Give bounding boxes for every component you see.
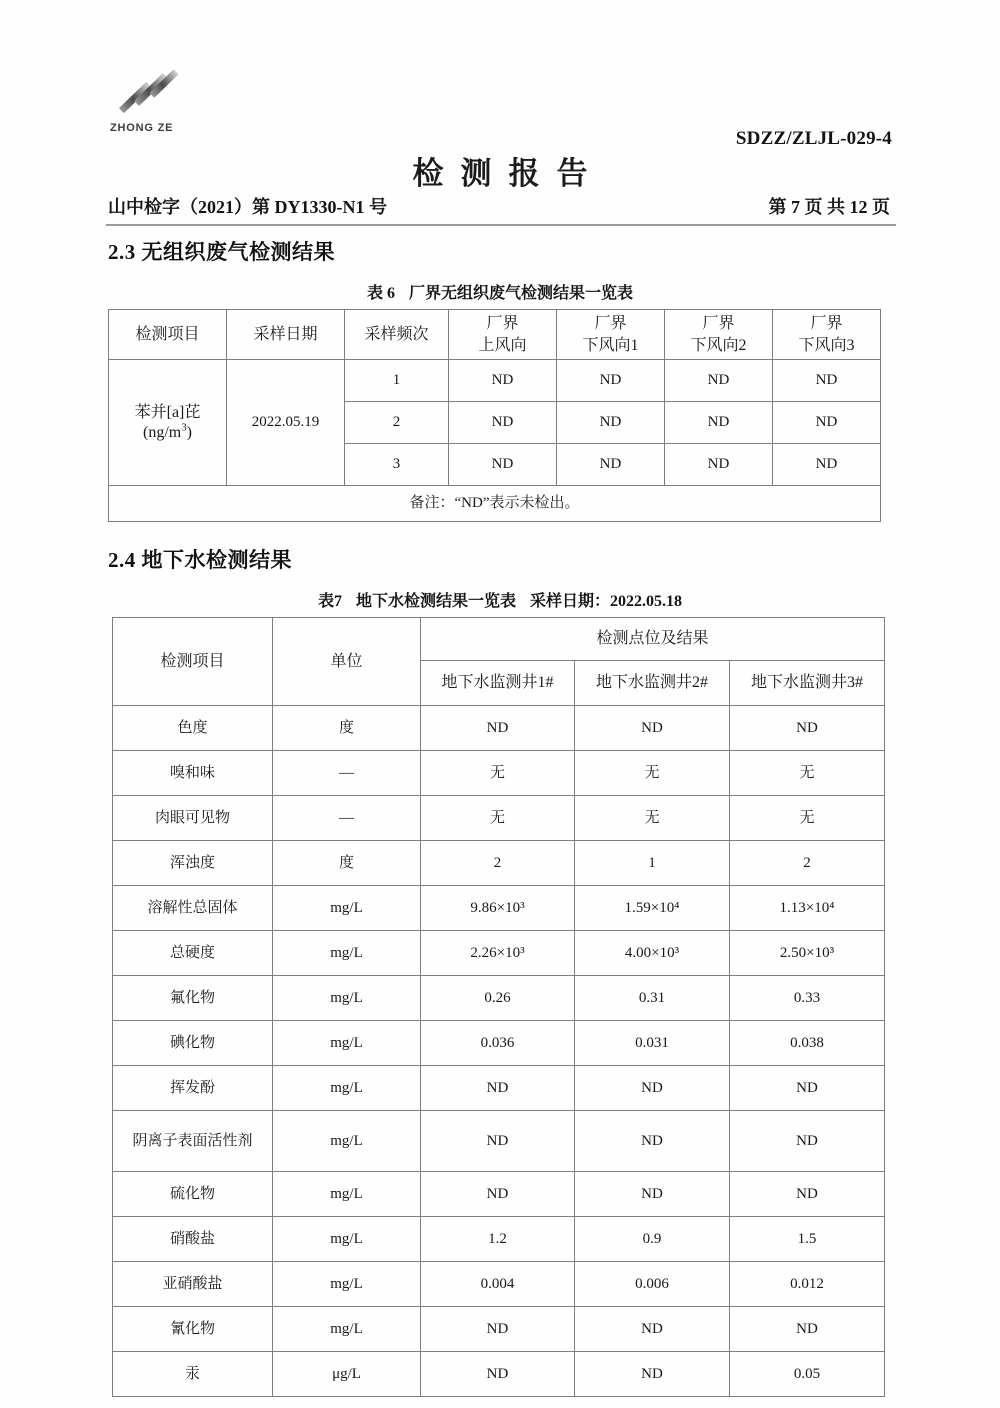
th-sample-date: 采样日期 — [227, 310, 345, 360]
logo-wordmark: ZHONG ZE — [110, 122, 174, 134]
cell-well-3: 无 — [730, 796, 885, 841]
cell-upwind: ND — [449, 402, 557, 444]
cell-item-name: 氟化物 — [113, 976, 273, 1021]
cell-item-name: 浑浊度 — [113, 841, 273, 886]
cell-downwind-3: ND — [773, 444, 881, 486]
cell-well-1: 1.2 — [421, 1217, 575, 1262]
table-row — [113, 841, 885, 886]
table6-header-row — [109, 310, 881, 360]
th-well-1: 地下水监测井1# — [421, 661, 575, 706]
cell-unit: mg/L — [273, 886, 421, 931]
page-indicator: 第 7 页 共 12 页 — [768, 197, 890, 217]
cell-unit: — — [273, 796, 421, 841]
th-well-2: 地下水监测井2# — [575, 661, 730, 706]
cell-upwind: ND — [449, 360, 557, 402]
cell-well-2: ND — [575, 1307, 730, 1352]
cell-well-1: ND — [421, 1172, 575, 1217]
cell-well-1: 2.26×10³ — [421, 931, 575, 976]
cell-well-3: 2.50×10³ — [730, 931, 885, 976]
cell-well-1: 0.036 — [421, 1021, 575, 1066]
table-row — [113, 1352, 885, 1397]
cell-item-name: 碘化物 — [113, 1021, 273, 1066]
cell-unit: 度 — [273, 841, 421, 886]
table-row — [113, 1111, 885, 1172]
cell-unit: mg/L — [273, 1262, 421, 1307]
header-divider — [106, 224, 896, 226]
cell-well-2: 无 — [575, 751, 730, 796]
table-unorganized-exhaust — [108, 309, 881, 522]
cell-well-3: 0.05 — [730, 1352, 885, 1397]
cell-item-name: 苯并[a]芘 $(ng/m^3)$ — [109, 360, 227, 486]
cell-well-1: ND — [421, 1307, 575, 1352]
cell-well-3: 1.13×10⁴ — [730, 886, 885, 931]
cell-well-3: ND — [730, 1111, 885, 1172]
cell-unit: mg/L — [273, 1066, 421, 1111]
table6-caption-number: 表 6 — [366, 285, 395, 302]
cell-well-1: ND — [421, 1352, 575, 1397]
cell-item-name: 溶解性总固体 — [113, 886, 273, 931]
cell-well-2: ND — [575, 1172, 730, 1217]
cell-item-name: 肉眼可见物 — [113, 796, 273, 841]
table-row — [113, 1262, 885, 1307]
cell-well-2: ND — [575, 1352, 730, 1397]
document-header — [108, 60, 892, 217]
cell-well-3: 1.5 — [730, 1217, 885, 1262]
cell-sample-date: 2022.05.19 — [227, 360, 345, 486]
table-row — [113, 1217, 885, 1262]
cell-item-name: 亚硝酸盐 — [113, 1262, 273, 1307]
cell-downwind-2: ND — [665, 360, 773, 402]
table7-header-row-1 — [113, 618, 885, 661]
cell-well-2: 4.00×10³ — [575, 931, 730, 976]
cell-well-3: 无 — [730, 751, 885, 796]
table6-note: 备注：“ND”表示未检出。 — [109, 486, 881, 522]
cell-downwind-3: ND — [773, 360, 881, 402]
table7-caption — [108, 588, 892, 611]
cell-item-name: 色度 — [113, 706, 273, 751]
table7-caption-title: 地下水检测结果一览表 — [355, 593, 516, 610]
cell-downwind-3: ND — [773, 402, 881, 444]
cell-well-3: ND — [730, 1307, 885, 1352]
th-boundary-upwind: 厂界 上风向 — [449, 310, 557, 360]
cell-unit: mg/L — [273, 931, 421, 976]
th-item: 检测项目 — [113, 618, 273, 706]
cell-well-1: ND — [421, 706, 575, 751]
cell-item-name: 硫化物 — [113, 1172, 273, 1217]
cell-item-name: 总硬度 — [113, 931, 273, 976]
th-sample-frequency: 采样频次 — [345, 310, 449, 360]
cell-unit: 度 — [273, 706, 421, 751]
cell-well-2: ND — [575, 706, 730, 751]
th-boundary-downwind-3: 厂界 下风向3 — [773, 310, 881, 360]
table-groundwater-results — [112, 617, 885, 1397]
table-row — [113, 751, 885, 796]
cell-unit: mg/L — [273, 1021, 421, 1066]
cell-unit: mg/L — [273, 1307, 421, 1352]
cell-unit: mg/L — [273, 1217, 421, 1262]
document-code: SDZZ/ZLJL-029-4 — [735, 128, 892, 149]
cell-well-3: 0.33 — [730, 976, 885, 1021]
cell-well-2: 0.31 — [575, 976, 730, 1021]
page-title: 检测报告 — [412, 156, 605, 191]
cell-frequency: 1 — [345, 360, 449, 402]
cell-unit: mg/L — [273, 976, 421, 1021]
th-points-group: 检测点位及结果 — [421, 618, 885, 661]
cell-item-name: 汞 — [113, 1352, 273, 1397]
cell-well-3: 0.038 — [730, 1021, 885, 1066]
table-row — [113, 796, 885, 841]
cell-well-1: 2 — [421, 841, 575, 886]
cell-item-name: 氰化物 — [113, 1307, 273, 1352]
th-well-3: 地下水监测井3# — [730, 661, 885, 706]
cell-well-1: 0.26 — [421, 976, 575, 1021]
cell-well-3: 0.012 — [730, 1262, 885, 1307]
table-row — [113, 1307, 885, 1352]
cell-well-3: ND — [730, 706, 885, 751]
cell-well-1: 0.004 — [421, 1262, 575, 1307]
cell-well-1: ND — [421, 1066, 575, 1111]
cell-downwind-2: ND — [665, 444, 773, 486]
cell-well-3: ND — [730, 1066, 885, 1111]
cell-well-1: 9.86×10³ — [421, 886, 575, 931]
table-row — [113, 706, 885, 751]
cell-unit: — — [273, 751, 421, 796]
company-logo — [108, 68, 218, 148]
table6-note-row — [109, 486, 881, 522]
logo-strokes-icon — [114, 68, 194, 120]
cell-unit: mg/L — [273, 1172, 421, 1217]
cell-well-2: 0.9 — [575, 1217, 730, 1262]
section-heading-2-3: 2.3 无组织废气检测结果 — [108, 240, 335, 264]
cell-item-name: 硝酸盐 — [113, 1217, 273, 1262]
cell-well-2: 0.006 — [575, 1262, 730, 1307]
cell-item-name: 嗅和味 — [113, 751, 273, 796]
cell-well-2: 1 — [575, 841, 730, 886]
cell-unit: mg/L — [273, 1111, 421, 1172]
table-row — [113, 976, 885, 1021]
cell-frequency: 2 — [345, 402, 449, 444]
cell-downwind-1: ND — [557, 360, 665, 402]
cell-well-2: 无 — [575, 796, 730, 841]
cell-well-2: ND — [575, 1066, 730, 1111]
cell-downwind-1: ND — [557, 402, 665, 444]
report-number: 山中检字（2021）第 DY1330-N1 号 — [108, 197, 387, 217]
th-boundary-downwind-1: 厂界 下风向1 — [557, 310, 665, 360]
cell-upwind: ND — [449, 444, 557, 486]
table-row — [113, 1172, 885, 1217]
table-row — [113, 1066, 885, 1111]
th-boundary-downwind-2: 厂界 下风向2 — [665, 310, 773, 360]
cell-well-2: 0.031 — [575, 1021, 730, 1066]
cell-downwind-2: ND — [665, 402, 773, 444]
th-unit: 单位 — [273, 618, 421, 706]
cell-unit: μg/L — [273, 1352, 421, 1397]
cell-well-3: ND — [730, 1172, 885, 1217]
cell-well-1: ND — [421, 1111, 575, 1172]
cell-well-2: ND — [575, 1111, 730, 1172]
table-row — [113, 886, 885, 931]
cell-downwind-1: ND — [557, 444, 665, 486]
section-heading-2-4: 2.4 地下水检测结果 — [108, 548, 292, 572]
cell-item-name: 阴离子表面活性剂 — [113, 1111, 273, 1172]
table-row — [113, 931, 885, 976]
table7-caption-number: 表7 — [317, 593, 342, 610]
cell-well-3: 2 — [730, 841, 885, 886]
cell-frequency: 3 — [345, 444, 449, 486]
table7-caption-date: 采样日期：2022.05.18 — [530, 593, 683, 610]
table6-caption-title: 厂界无组织废气检测结果一览表 — [409, 285, 634, 302]
cell-item-name: 挥发酚 — [113, 1066, 273, 1111]
table-row — [109, 360, 881, 402]
table-row — [113, 1021, 885, 1066]
table6-caption — [108, 280, 892, 303]
page-content — [108, 60, 892, 1397]
cell-well-1: 无 — [421, 796, 575, 841]
cell-well-1: 无 — [421, 751, 575, 796]
th-item: 检测项目 — [109, 310, 227, 360]
cell-well-2: 1.59×10⁴ — [575, 886, 730, 931]
document-subline — [108, 193, 892, 219]
